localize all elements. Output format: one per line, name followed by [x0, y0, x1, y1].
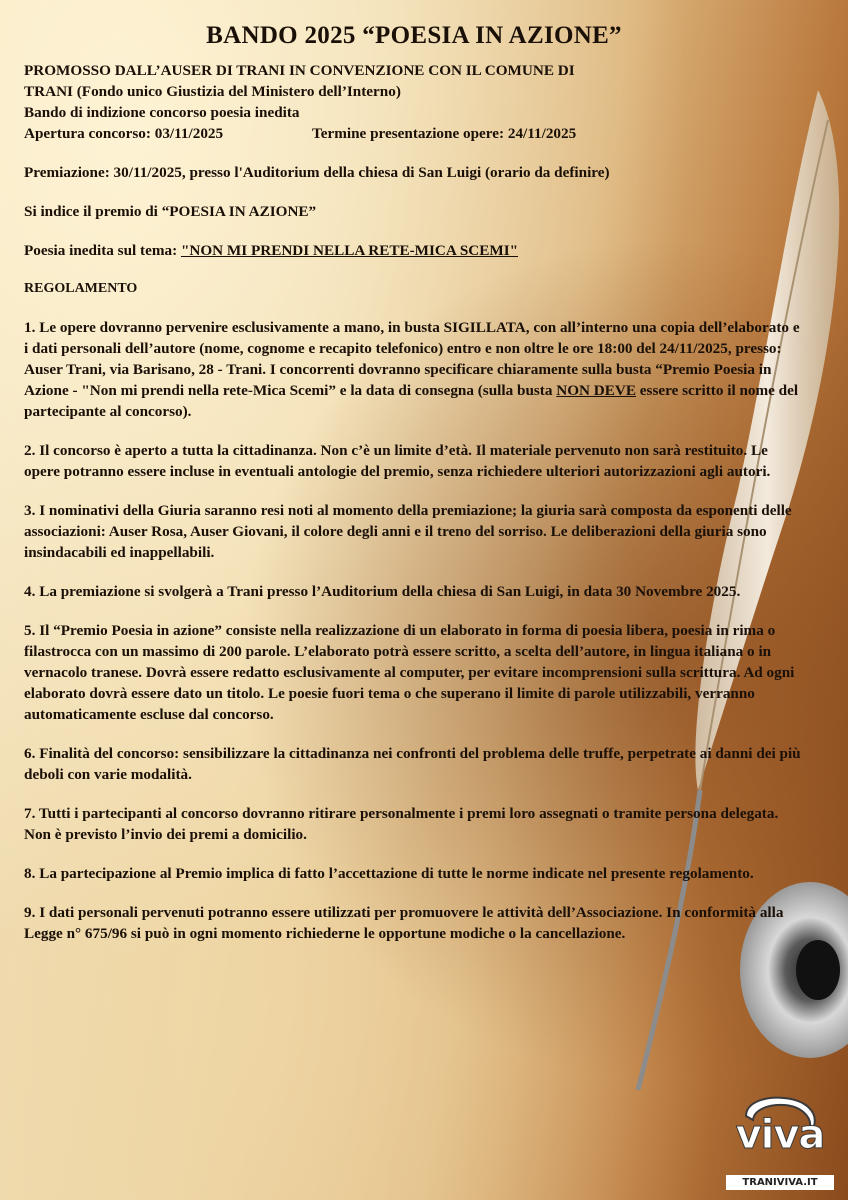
logo-word: viva: [735, 1112, 825, 1158]
award-ceremony: Premiazione: 30/11/2025, presso l'Auditorium della chiesa di San Luigi (orario da definire): [24, 164, 610, 181]
rule-8: 8. La partecipazione al Premio implica di fatto l’accettazione di tutte le norme indicate nel presente regolamento.: [24, 865, 754, 882]
rule-1: [24, 317, 804, 422]
rules-heading: REGOLAMENTO: [24, 281, 138, 296]
rule-7: 7. Tutti i partecipanti al concorso dovranno ritirare personalmente i premi loro assegnati o tramite persona delegata. Non è previsto l’invio dei premi a domicilio.: [24, 805, 779, 843]
rule-6: 6. Finalità del concorso: sensibilizzare la cittadinanza nei confronti del problema delle truffe, perpetrate ai danni dei più deboli con varie modalità.: [24, 745, 801, 783]
rule-9: 9. I dati personali pervenuti potranno essere utilizzati per promuovere le attività dell’Associazione. In conformità alla Legge n° 675/96 si può in ogni momento richiederne le opportune modiche o la cancellazione.: [24, 904, 784, 942]
rule-2: 2. Il concorso è aperto a tutta la cittadinanza. Non c’è un limite d’età. Il materiale pervenuto non sarà restituito. Le opere potranno essere incluse in eventuali antologie del premio, senza richiedere ulteriori autorizzazioni agli autori.: [24, 442, 771, 480]
rule-5: 5. Il “Premio Poesia in azione” consiste nella realizzazione di un elaborato in forma di poesia libera, poesia in rima o filastrocca con un massimo di 200 parole. L’elaborato potrà essere scritto, a scelta dell’autore, in lingua italiana o in vernacolo tranese. Dovrà essere redatto esclusivamente al computer, per evitare incomprensioni sulla scrittura. Ad ogni elaborato dovrà essere dato un titolo. Le poesie fuori tema o che superano il limite di parole utilizzabili, verranno automaticamente escluse dal concorso.: [24, 622, 795, 723]
rule-4: 4. La premiazione si svolgerà a Trani presso l’Auditorium della chiesa di San Luigi, in data 30 Novembre 2025.: [24, 583, 741, 600]
rule-1-text-b: essere scritto il nome del partecipante al concorso).: [24, 382, 799, 420]
promoter-line-1: PROMOSSO DALL’AUSER DI TRANI IN CONVENZIONE CON IL COMUNE DI: [24, 62, 575, 79]
document-title: BANDO 2025 “POESIA IN AZIONE”: [206, 22, 622, 49]
dates-row: [24, 123, 804, 144]
rule-1-text-a: 1. Le opere dovranno pervenire esclusivamente a mano, in busta SIGILLATA, con all’interno una copia dell’elaborato e i dati personali dell’autore (nome, cognome e recapito telefonico) entro e non oltre le ore 18:00 del 24/11/2025, presso: Auser Trani, via Barisano, 28 - Trani. I concorrenti dovranno specificare chiaramente sulla busta “Premio Poesia in Azione - "Non mi prendi nella rete-Mica Scemi” e la data di consegna (sulla busta: [24, 319, 800, 399]
theme-value: "NON MI PRENDI NELLA RETE-MICA SCEMI": [180, 242, 519, 259]
promoter-line-2: TRANI (Fondo unico Giustizia del Ministero dell’Interno): [24, 83, 401, 100]
document-page: [24, 22, 804, 962]
rule-3: 3. I nominativi della Giuria saranno resi noti al momento della premiazione; la giuria sarà composta da esponenti delle associazioni: Auser Rosa, Auser Giovani, il colore degli anni e il treno del sorriso. Le deliberazioni della giuria sono insindacabili ed inappellabili.: [24, 502, 792, 561]
call-description: Bando di indizione concorso poesia inedita: [24, 104, 300, 121]
deadline-date: Termine presentazione opere: 24/11/2025: [312, 125, 577, 142]
theme-prefix: Poesia inedita sul tema:: [24, 242, 181, 259]
opening-date: Apertura concorso: 03/11/2025: [24, 125, 224, 142]
logo-site: TRANIVIVA.IT: [726, 1175, 834, 1190]
traniviva-logo: [726, 1094, 834, 1190]
prize-announcement: Si indice il premio di “POESIA IN AZIONE”: [24, 203, 317, 220]
theme-line: [24, 240, 804, 261]
rule-1-emphasis: NON DEVE: [556, 382, 636, 399]
